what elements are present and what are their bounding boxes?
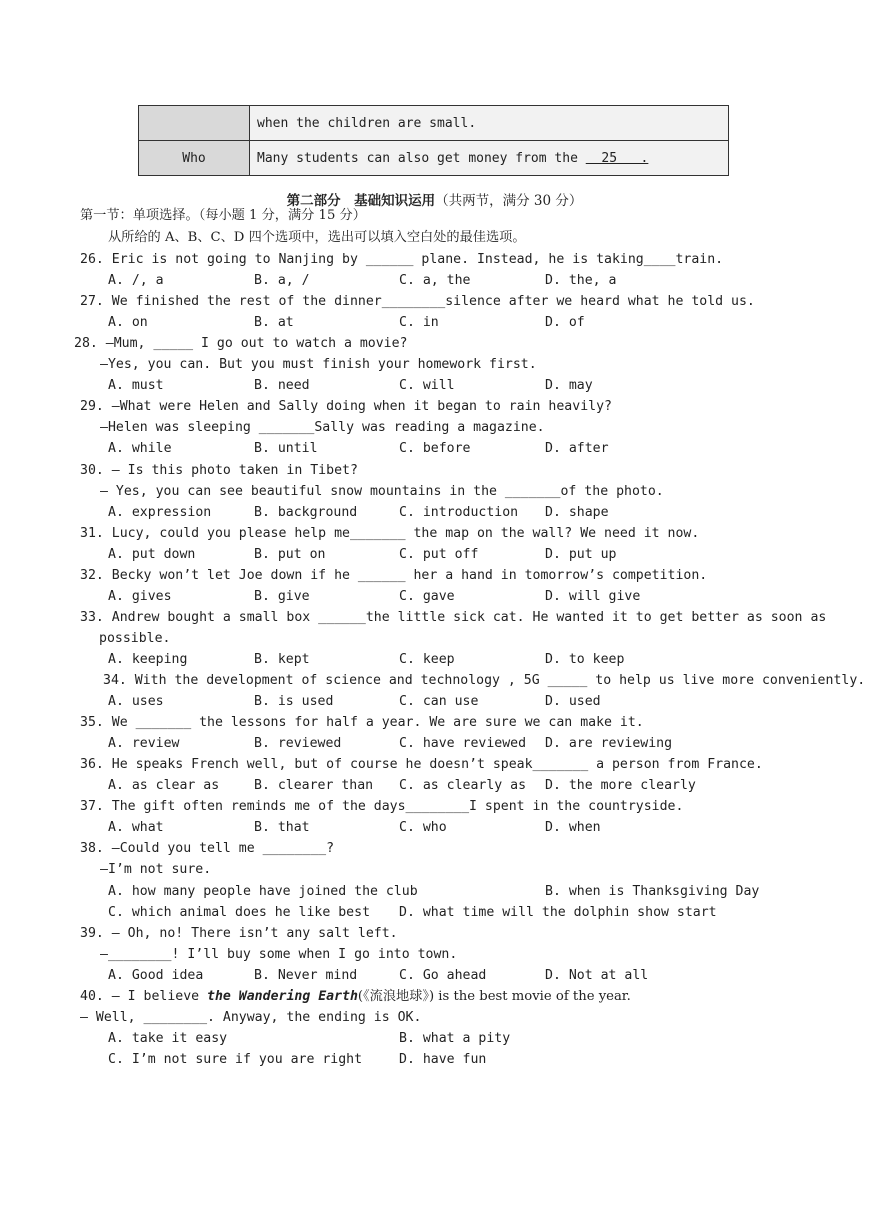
answer-option: B. need: [254, 378, 310, 394]
table-value: when the children are small.: [250, 106, 729, 141]
answer-option: D. to keep: [545, 651, 625, 667]
answer-option: A. put down: [108, 546, 196, 562]
question-line: —Helen was sleeping _______Sally was reading a magazine.: [100, 420, 545, 436]
question-stem: 27. We finished the rest of the dinner________silence after we heard what he told us.: [80, 294, 755, 310]
answer-option: D. Not at all: [545, 967, 649, 983]
answer-option: A. while: [108, 441, 172, 457]
answer-option: D. the more clearly: [545, 778, 696, 794]
movie-title: the Wandering Earth: [207, 988, 358, 1004]
table-key: [139, 106, 250, 141]
answer-blank: 25 .: [585, 150, 649, 166]
answer-option: A. on: [108, 315, 148, 331]
answer-option: A. /, a: [108, 273, 164, 289]
question-line: —I’m not sure.: [100, 862, 212, 878]
question-stem: 38. —Could you tell me ________?: [80, 841, 335, 857]
answer-option: D. shape: [545, 504, 609, 520]
instruction: 从所给的 A、B、C、D 四个选项中，选出可以填入空白处的最佳选项。: [108, 230, 526, 245]
question-stem: 35. We _______ the lessons for half a year. We are sure we can make it.: [80, 715, 644, 731]
answer-option: B. at: [254, 315, 294, 331]
answer-option: D. of: [545, 315, 585, 331]
answer-option: C. can use: [399, 694, 479, 710]
answer-option: D. are reviewing: [545, 736, 673, 752]
answer-option: B. a, /: [254, 273, 310, 289]
answer-option: C. before: [399, 441, 471, 457]
question-text: (《流浪地球》) is the best movie of the year.: [357, 988, 631, 1004]
section-heading: 第一节：单项选择。（每小题 1 分，满分 15 分）: [80, 208, 366, 223]
answer-option: B. until: [254, 441, 318, 457]
question-line: —________! I’ll buy some when I go into town.: [100, 946, 458, 962]
answer-option: A. how many people have joined the club: [108, 883, 418, 899]
question-stem: 36. He speaks French well, but of course he doesn’t speak_______ a person from France.: [80, 757, 763, 773]
answer-option: A. take it easy: [108, 1030, 228, 1046]
answer-option: C. I’m not sure if you are right: [108, 1051, 363, 1067]
question-stem: 37. The gift often reminds me of the days________I spent in the countryside.: [80, 799, 684, 815]
question-stem: 29. —What were Helen and Sally doing when it began to rain heavily?: [80, 399, 612, 415]
answer-option: B. when is Thanksgiving Day: [545, 883, 760, 899]
answer-option: A. what: [108, 820, 164, 836]
answer-option: B. put on: [254, 546, 326, 562]
part-title-rest: （共两节，满分 30 分）: [435, 193, 583, 209]
table-key: Who: [139, 141, 250, 176]
answer-option: C. in: [399, 315, 439, 331]
answer-option: C. introduction: [399, 504, 519, 520]
answer-option: C. gave: [399, 588, 455, 604]
answer-option: C. put off: [399, 546, 479, 562]
answer-option: D. what time will the dolphin show start: [399, 904, 717, 920]
answer-option: A. uses: [108, 694, 164, 710]
answer-option: B. what a pity: [399, 1030, 511, 1046]
question-line: — Well, ________. Anyway, the ending is OK.: [80, 1009, 422, 1025]
table-value: [250, 141, 729, 176]
answer-option: B. Never mind: [254, 967, 358, 983]
answer-option: D. may: [545, 378, 593, 394]
answer-option: D. put up: [545, 546, 617, 562]
question-line: — Yes, you can see beautiful snow mountains in the _______of the photo.: [100, 483, 664, 499]
question-stem: [80, 987, 631, 1007]
answer-option: C. Go ahead: [399, 967, 487, 983]
answer-option: B. background: [254, 504, 358, 520]
answer-option: C. have reviewed: [399, 736, 527, 752]
question-stem: 34. With the development of science and technology , 5G _____ to help us live more conveniently.: [103, 673, 866, 688]
question-text: 40. — I believe: [80, 988, 208, 1004]
answer-option: A. expression: [108, 504, 212, 520]
answer-option: B. is used: [254, 694, 334, 710]
answer-option: C. which animal does he like best: [108, 904, 371, 920]
answer-option: D. when: [545, 820, 601, 836]
answer-option: D. the, a: [545, 273, 617, 289]
answer-option: C. keep: [399, 651, 455, 667]
answer-option: A. gives: [108, 588, 172, 604]
answer-option: C. will: [399, 378, 455, 394]
info-table: [138, 105, 729, 176]
question-stem: 31. Lucy, could you please help me_______ the map on the wall? We need it now.: [80, 525, 700, 541]
question-stem: 39. — Oh, no! There isn’t any salt left.: [80, 925, 398, 941]
answer-option: D. will give: [545, 588, 641, 604]
question-stem: 33. Andrew bought a small box ______the little sick cat. He wanted it to get better as soon as: [80, 609, 827, 625]
answer-option: B. kept: [254, 651, 310, 667]
question-line: —Yes, you can. But you must finish your homework first.: [100, 357, 537, 373]
question-stem: 32. Becky won’t let Joe down if he ______ her a hand in tomorrow’s competition.: [80, 567, 708, 583]
question-stem: 26. Eric is not going to Nanjing by ______ plane. Instead, he is taking____train.: [80, 252, 724, 267]
table-text: Many students can also get money from the: [257, 150, 586, 166]
answer-option: A. must: [108, 378, 164, 394]
table-row: [139, 106, 729, 141]
answer-option: D. used: [545, 694, 601, 710]
answer-option: A. review: [108, 736, 180, 752]
answer-option: C. who: [399, 820, 447, 836]
answer-option: D. after: [545, 441, 609, 457]
answer-option: B. clearer than: [254, 778, 374, 794]
answer-option: B. reviewed: [254, 736, 342, 752]
question-stem: 28. —Mum, _____ I go out to watch a movie?: [74, 336, 408, 352]
answer-option: B. that: [254, 820, 310, 836]
table-row: [139, 141, 729, 176]
answer-option: A. Good idea: [108, 967, 204, 983]
answer-option: A. keeping: [108, 651, 188, 667]
question-stem: 30. — Is this photo taken in Tibet?: [80, 462, 358, 478]
part-title-bold: 第二部分 基础知识运用: [286, 193, 436, 209]
question-line: possible.: [99, 630, 171, 646]
answer-option: D. have fun: [399, 1051, 487, 1067]
answer-option: A. as clear as: [108, 778, 220, 794]
answer-option: C. as clearly as: [399, 778, 527, 794]
answer-option: B. give: [254, 588, 310, 604]
answer-option: C. a, the: [399, 273, 471, 289]
